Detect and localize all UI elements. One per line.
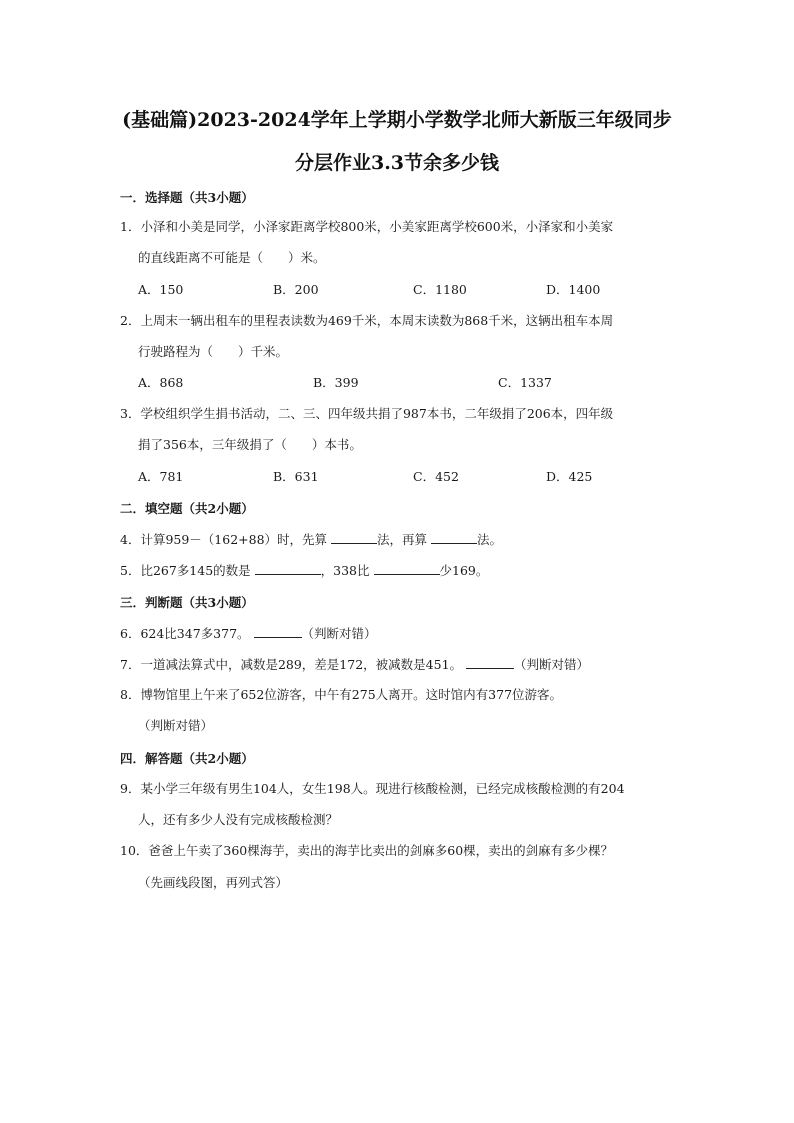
question-7: [120, 656, 589, 673]
question-6-suffix: （判断对错）: [301, 626, 377, 641]
question-5-blank-2[interactable]: [374, 562, 440, 575]
question-2-option-a[interactable]: A．868: [138, 375, 184, 390]
question-3-line2: 捐了356本，三年级捐了（ ）本书。: [138, 437, 362, 452]
question-2-line1: 2．上周末一辆出租车的里程表读数为469千米，本周末读数为868千米，这辆出租车本周: [120, 313, 614, 328]
question-5: [120, 562, 488, 579]
question-5-text-b: ，338比: [320, 563, 370, 578]
question-3-option-d[interactable]: D．425: [546, 469, 593, 484]
question-10-line1: 10．爸爸上午卖了360棵海芋，卖出的海芋比卖出的剑麻多60棵，卖出的剑麻有多少棵？: [120, 843, 614, 858]
question-9-line2: 人，还有多少人没有完成核酸检测？: [138, 812, 339, 827]
question-7-suffix: （判断对错）: [514, 657, 590, 672]
question-4: [120, 531, 502, 548]
question-2-option-b[interactable]: B．399: [313, 375, 359, 390]
question-10-line2: （先画线段图，再列式答）: [138, 875, 289, 890]
question-4-text-c: 法。: [477, 532, 503, 547]
question-1-option-b[interactable]: B．200: [273, 282, 319, 297]
question-7-text: 7．一道减法算式中，减数是289，差是172，被减数是451。: [120, 657, 463, 672]
question-3-line1: 3．学校组织学生捐书活动，二、三、四年级共捐了987本书，二年级捐了206本，四年级: [120, 406, 614, 421]
question-2-option-c[interactable]: C．1337: [498, 375, 552, 390]
question-6-blank[interactable]: [254, 625, 302, 638]
question-4-text-b: 法，再算: [377, 532, 428, 547]
question-3-option-c[interactable]: C．452: [413, 469, 459, 484]
question-4-blank-2[interactable]: [431, 531, 477, 544]
section-heading-true-false: 三．判断题（共3小题）: [120, 595, 254, 610]
question-9-line1: 9．某小学三年级有男生104人，女生198人。现进行核酸检测，已经完成核酸检测的有204: [120, 781, 625, 796]
question-1-option-d[interactable]: D．1400: [546, 282, 601, 297]
question-6-text: 6．624比347多377。: [120, 626, 250, 641]
document-title-line2: 分层作业3.3节余多少钱: [294, 152, 500, 174]
section-heading-fill-blank: 二．填空题（共2小题）: [120, 501, 254, 516]
question-3-option-b[interactable]: B．631: [273, 469, 319, 484]
question-7-blank[interactable]: [466, 656, 514, 669]
question-5-text-c: 少169。: [439, 563, 489, 578]
question-1-line2: 的直线距离不可能是（ ）米。: [138, 250, 326, 265]
question-5-text-a: 5．比267多145的数是: [120, 563, 251, 578]
question-4-text-a: 4．计算959－（162+88）时，先算: [120, 532, 328, 547]
section-heading-solve: 四．解答题（共2小题）: [120, 751, 254, 766]
question-1-option-c[interactable]: C．1180: [413, 282, 467, 297]
question-3-option-a[interactable]: A．781: [138, 469, 184, 484]
question-8-line2: （判断对错）: [138, 718, 214, 733]
question-6: [120, 625, 377, 642]
question-1-option-a[interactable]: A．150: [138, 282, 184, 297]
question-1-line1: 1．小泽和小美是同学，小泽家距离学校800米，小美家距离学校600米，小泽家和小美家: [120, 219, 614, 234]
question-8-line1: 8．博物馆里上午来了652位游客，中午有275人离开。这时馆内有377位游客。: [120, 687, 563, 702]
section-heading-choice: 一．选择题（共3小题）: [120, 190, 254, 205]
question-4-blank-1[interactable]: [331, 531, 377, 544]
question-2-line2: 行驶路程为（ ）千米。: [138, 344, 289, 359]
question-5-blank-1[interactable]: [255, 562, 321, 575]
document-title-line1: (基础篇)2023-2024学年上学期小学数学北师大新版三年级同步: [122, 109, 672, 131]
